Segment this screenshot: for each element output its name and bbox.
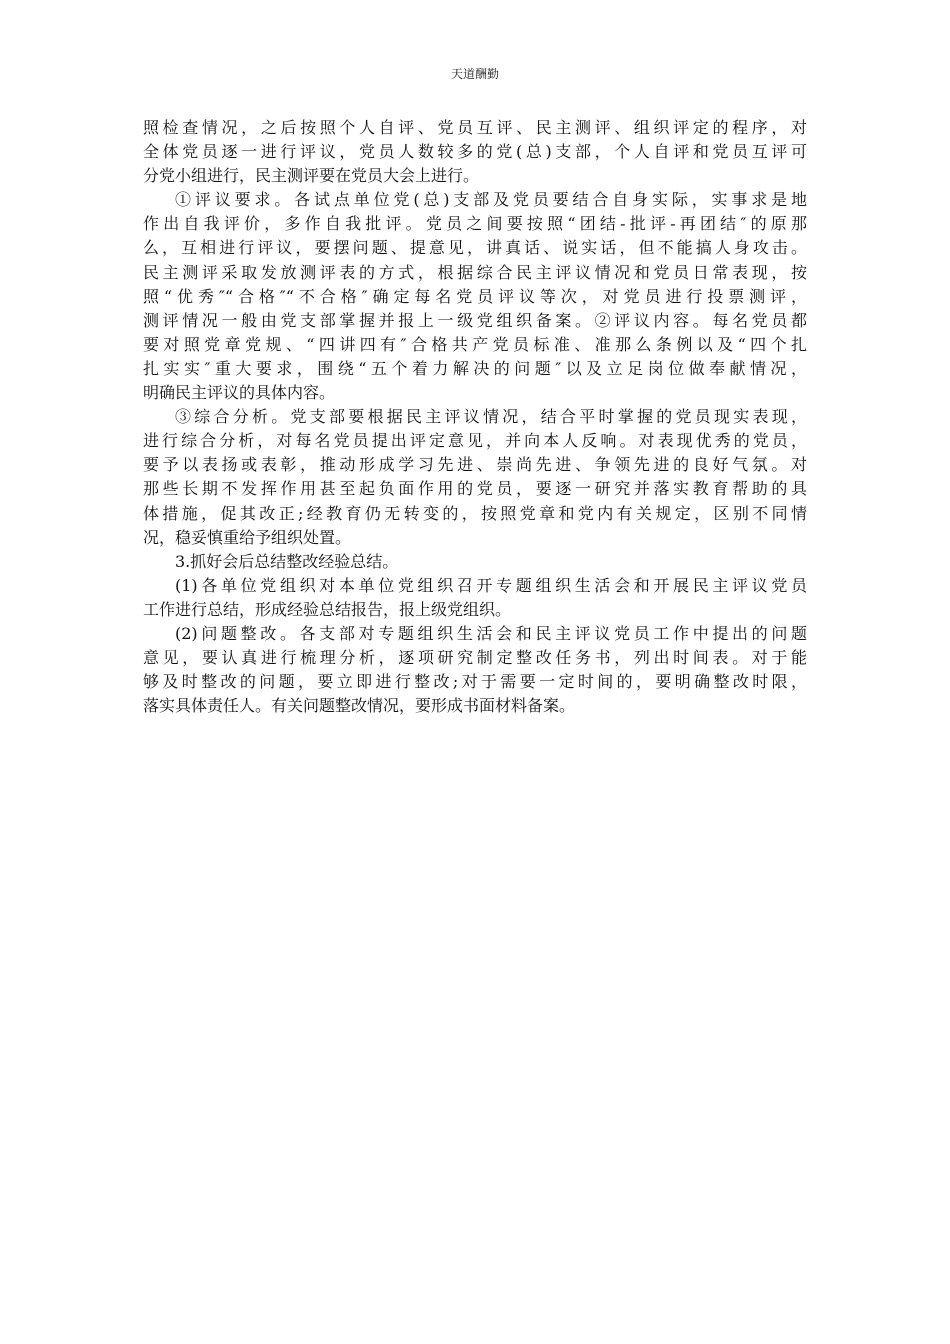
text-line: 么，互相进行评议，要摆问题、提意见，讲真话、说实话，但不能搞人身攻击。	[143, 238, 807, 258]
text-line: 测评情况一般由党支部掌握并报上一级党组织备案。②评议内容。每名党员都	[143, 310, 807, 330]
text-line: ①评议要求。各试点单位党(总)支部及党员要结合自身实际，实事求是地	[175, 190, 807, 210]
text-line: 民主测评采取发放测评表的方式，根据综合民主评议情况和党员日常表现，按	[143, 262, 807, 282]
text-line: 够及时整改的问题，要立即进行整改;对于需要一定时间的，要明确整改时限，	[143, 672, 807, 692]
page-header: 天道酬勤	[450, 67, 499, 81]
text-line: 意见，要认真进行梳理分析，逐项研究制定整改任务书，列出时间表。对于能	[143, 648, 807, 668]
text-line: 明确民主评议的具体内容。	[143, 383, 336, 403]
text-line: (1)各单位党组织对本单位党组织召开专题组织生活会和开展民主评议党员	[175, 575, 807, 595]
text-line: 体措施，促其改正;经教育仍无转变的，按照党章和党内有关规定，区别不同情	[143, 503, 807, 523]
text-line: 进行综合分析，对每名党员提出评定意见，并向本人反响。对表现优秀的党员，	[143, 431, 807, 451]
text-line: 落实具体责任人。有关问题整改情况，要形成书面材料备案。	[143, 696, 576, 716]
text-line: 要对照党章党规、“四讲四有″合格共产党员标准、准那么条例以及“四个扎	[143, 334, 807, 354]
text-line: 那些长期不发挥作用甚至起负面作用的党员，要逐一研究并落实教育帮助的具	[143, 479, 807, 499]
text-line: 工作进行总结，形成经验总结报告，报上级党组织。	[143, 599, 512, 619]
document-body	[143, 116, 807, 718]
text-line: 作出自我评价，多作自我批评。党员之间要按照“团结-批评-再团结″的原那	[143, 214, 807, 234]
text-line: 照“优秀″“合格″“不合格″确定每名党员评议等次，对党员进行投票测评，	[143, 286, 807, 306]
text-line: 要予以表扬或表彰，推动形成学习先进、崇尚先进、争领先进的良好气氛。对	[143, 455, 807, 475]
text-line: 照检查情况，之后按照个人自评、党员互评、民主测评、组织评定的程序，对	[143, 118, 807, 137]
text-line: 分党小组进行，民主测评要在党员大会上进行。	[143, 166, 480, 186]
section-heading: 3.抓好会后总结整改经验总结。	[175, 551, 399, 571]
text-line: 况，稳妥慎重给予组织处置。	[143, 527, 352, 547]
text-line: (2)问题整改。各支部对专题组织生活会和民主评议党员工作中提出的问题	[175, 623, 807, 643]
text-line: 全体党员逐一进行评议，党员人数较多的党(总)支部，个人自评和党员互评可	[143, 142, 807, 162]
text-line: ③综合分析。党支部要根据民主评议情况，结合平时掌握的党员现实表现，	[175, 407, 807, 427]
text-line: 扎实实″重大要求，围绕“五个着力解决的问题″以及立足岗位做奉献情况，	[143, 358, 807, 378]
